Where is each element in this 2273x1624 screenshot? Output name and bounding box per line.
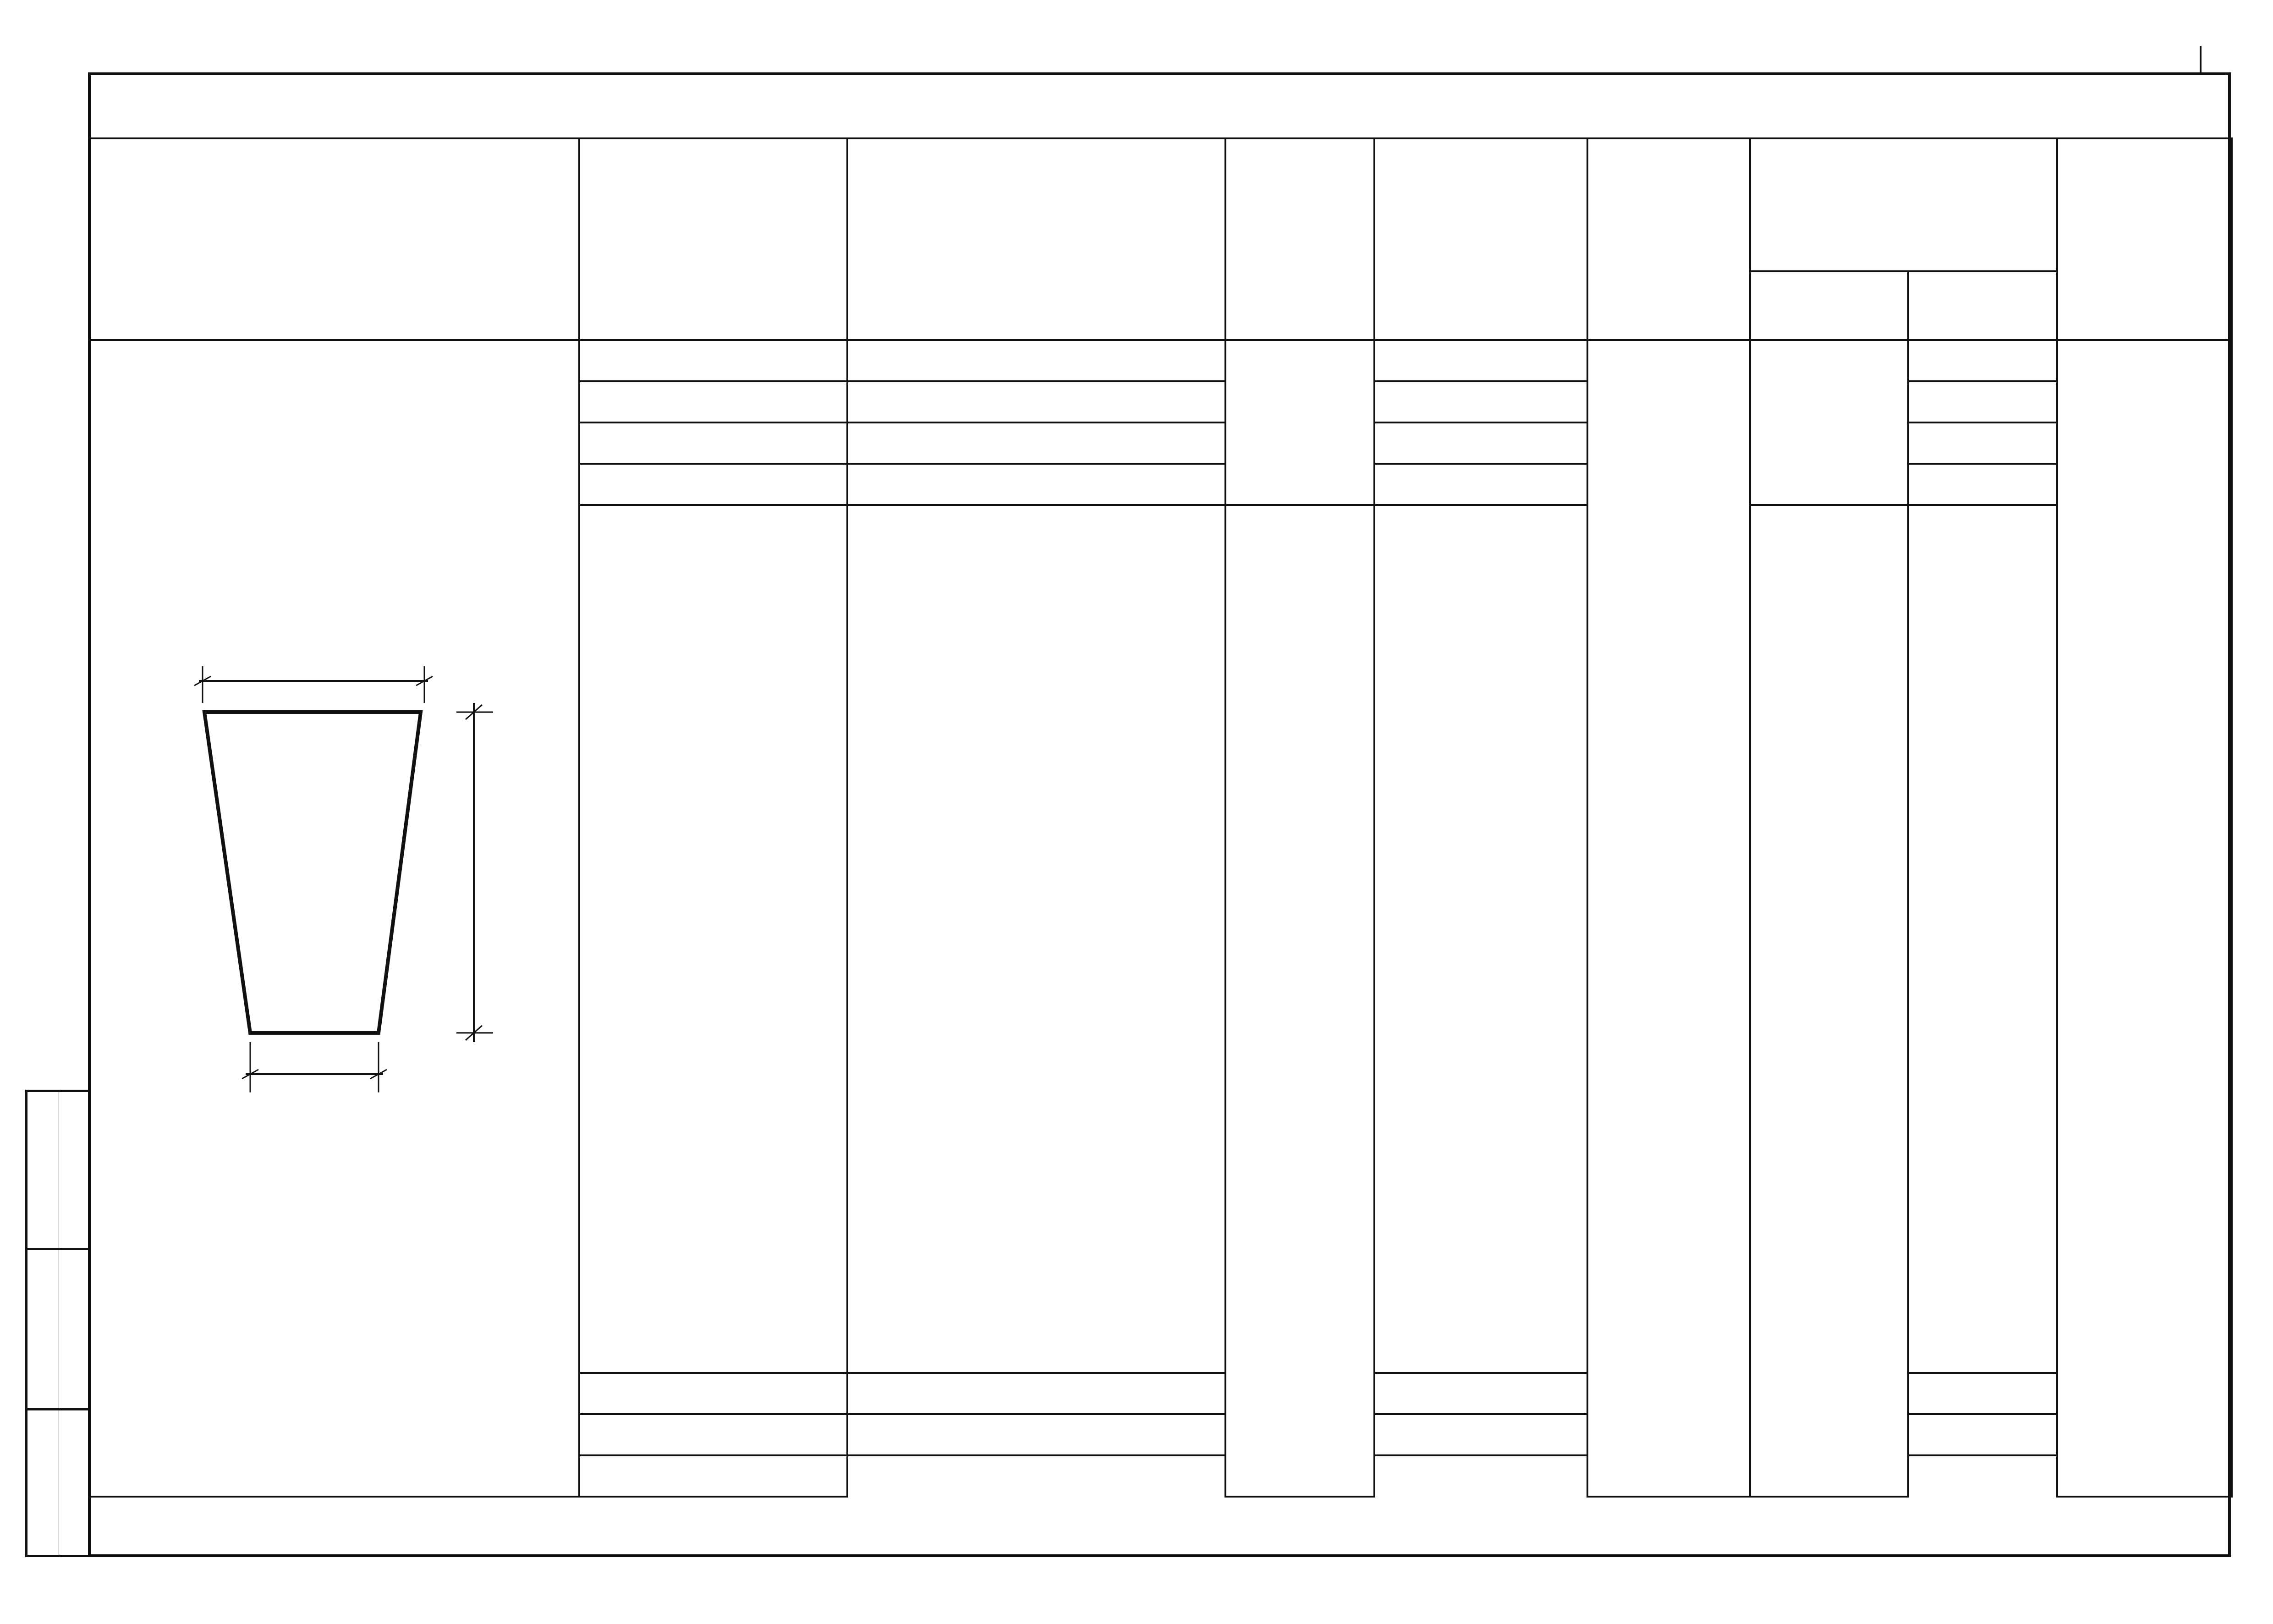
- mark-cell: [579, 340, 847, 381]
- header-mark: [579, 138, 847, 340]
- mass-cell: [2057, 340, 2232, 1497]
- concrete-cell: [1750, 340, 1908, 505]
- length-cell: [1225, 340, 1374, 505]
- header-consumption: [1750, 138, 2057, 271]
- header-concrete: [1750, 271, 1908, 340]
- table-row: [89, 340, 2232, 381]
- header-length: [1225, 138, 1374, 340]
- mark-cell: [579, 505, 847, 1373]
- steel-cell: [1908, 464, 2057, 505]
- designation-num: [847, 1373, 1225, 1414]
- rebar-cell: [1374, 422, 1587, 464]
- sidebar-divider: [27, 1248, 88, 1250]
- rebar-cell: [1374, 1414, 1587, 1455]
- designation-num: [847, 381, 1225, 422]
- designation-num: [847, 505, 1225, 1373]
- header-designation: [847, 138, 1225, 340]
- header-section: [89, 138, 579, 340]
- designation-num: [847, 464, 1225, 505]
- mark-cell: [579, 1455, 847, 1497]
- mark-cell: [579, 1373, 847, 1414]
- beam-table: [88, 137, 2233, 1498]
- steel-cell: [1908, 1414, 2057, 1455]
- beam-section-drawing: [90, 341, 580, 1496]
- steel-cell: [1908, 381, 2057, 422]
- designation-cell: [847, 340, 1225, 381]
- rebar-cell: [1374, 1373, 1587, 1414]
- designation-num: [847, 1414, 1225, 1455]
- mark-cell: [579, 1414, 847, 1455]
- designation-num: [847, 422, 1225, 464]
- steel-cell: [1908, 505, 2057, 1373]
- header-row: [89, 138, 2232, 271]
- corner-mark: [2200, 46, 2202, 73]
- header-concrete-class: [1587, 138, 1750, 340]
- sidebar-divider: [27, 1408, 88, 1410]
- concrete-cell: [1750, 505, 1908, 1497]
- header-steel: [1908, 271, 2057, 340]
- rebar-cell: [1374, 505, 1587, 1373]
- steel-cell: [1908, 1373, 2057, 1414]
- concrete-class-cell: [1587, 340, 1750, 1497]
- sidebar-stamp: [25, 1090, 88, 1557]
- steel-cell: [1908, 340, 2057, 381]
- section-drawing-cell: [89, 340, 579, 1497]
- rebar-cell: [1374, 381, 1587, 422]
- rebar-cell: [1374, 464, 1587, 505]
- length-cell: [1225, 505, 1374, 1497]
- steel-cell: [1908, 422, 2057, 464]
- header-rebar: [1374, 138, 1587, 340]
- mark-cell: [579, 464, 847, 505]
- mark-cell: [579, 381, 847, 422]
- beam-section-shape: [204, 712, 421, 1033]
- header-mass: [2057, 138, 2232, 340]
- mark-cell: [579, 422, 847, 464]
- rebar-cell: [1374, 340, 1587, 381]
